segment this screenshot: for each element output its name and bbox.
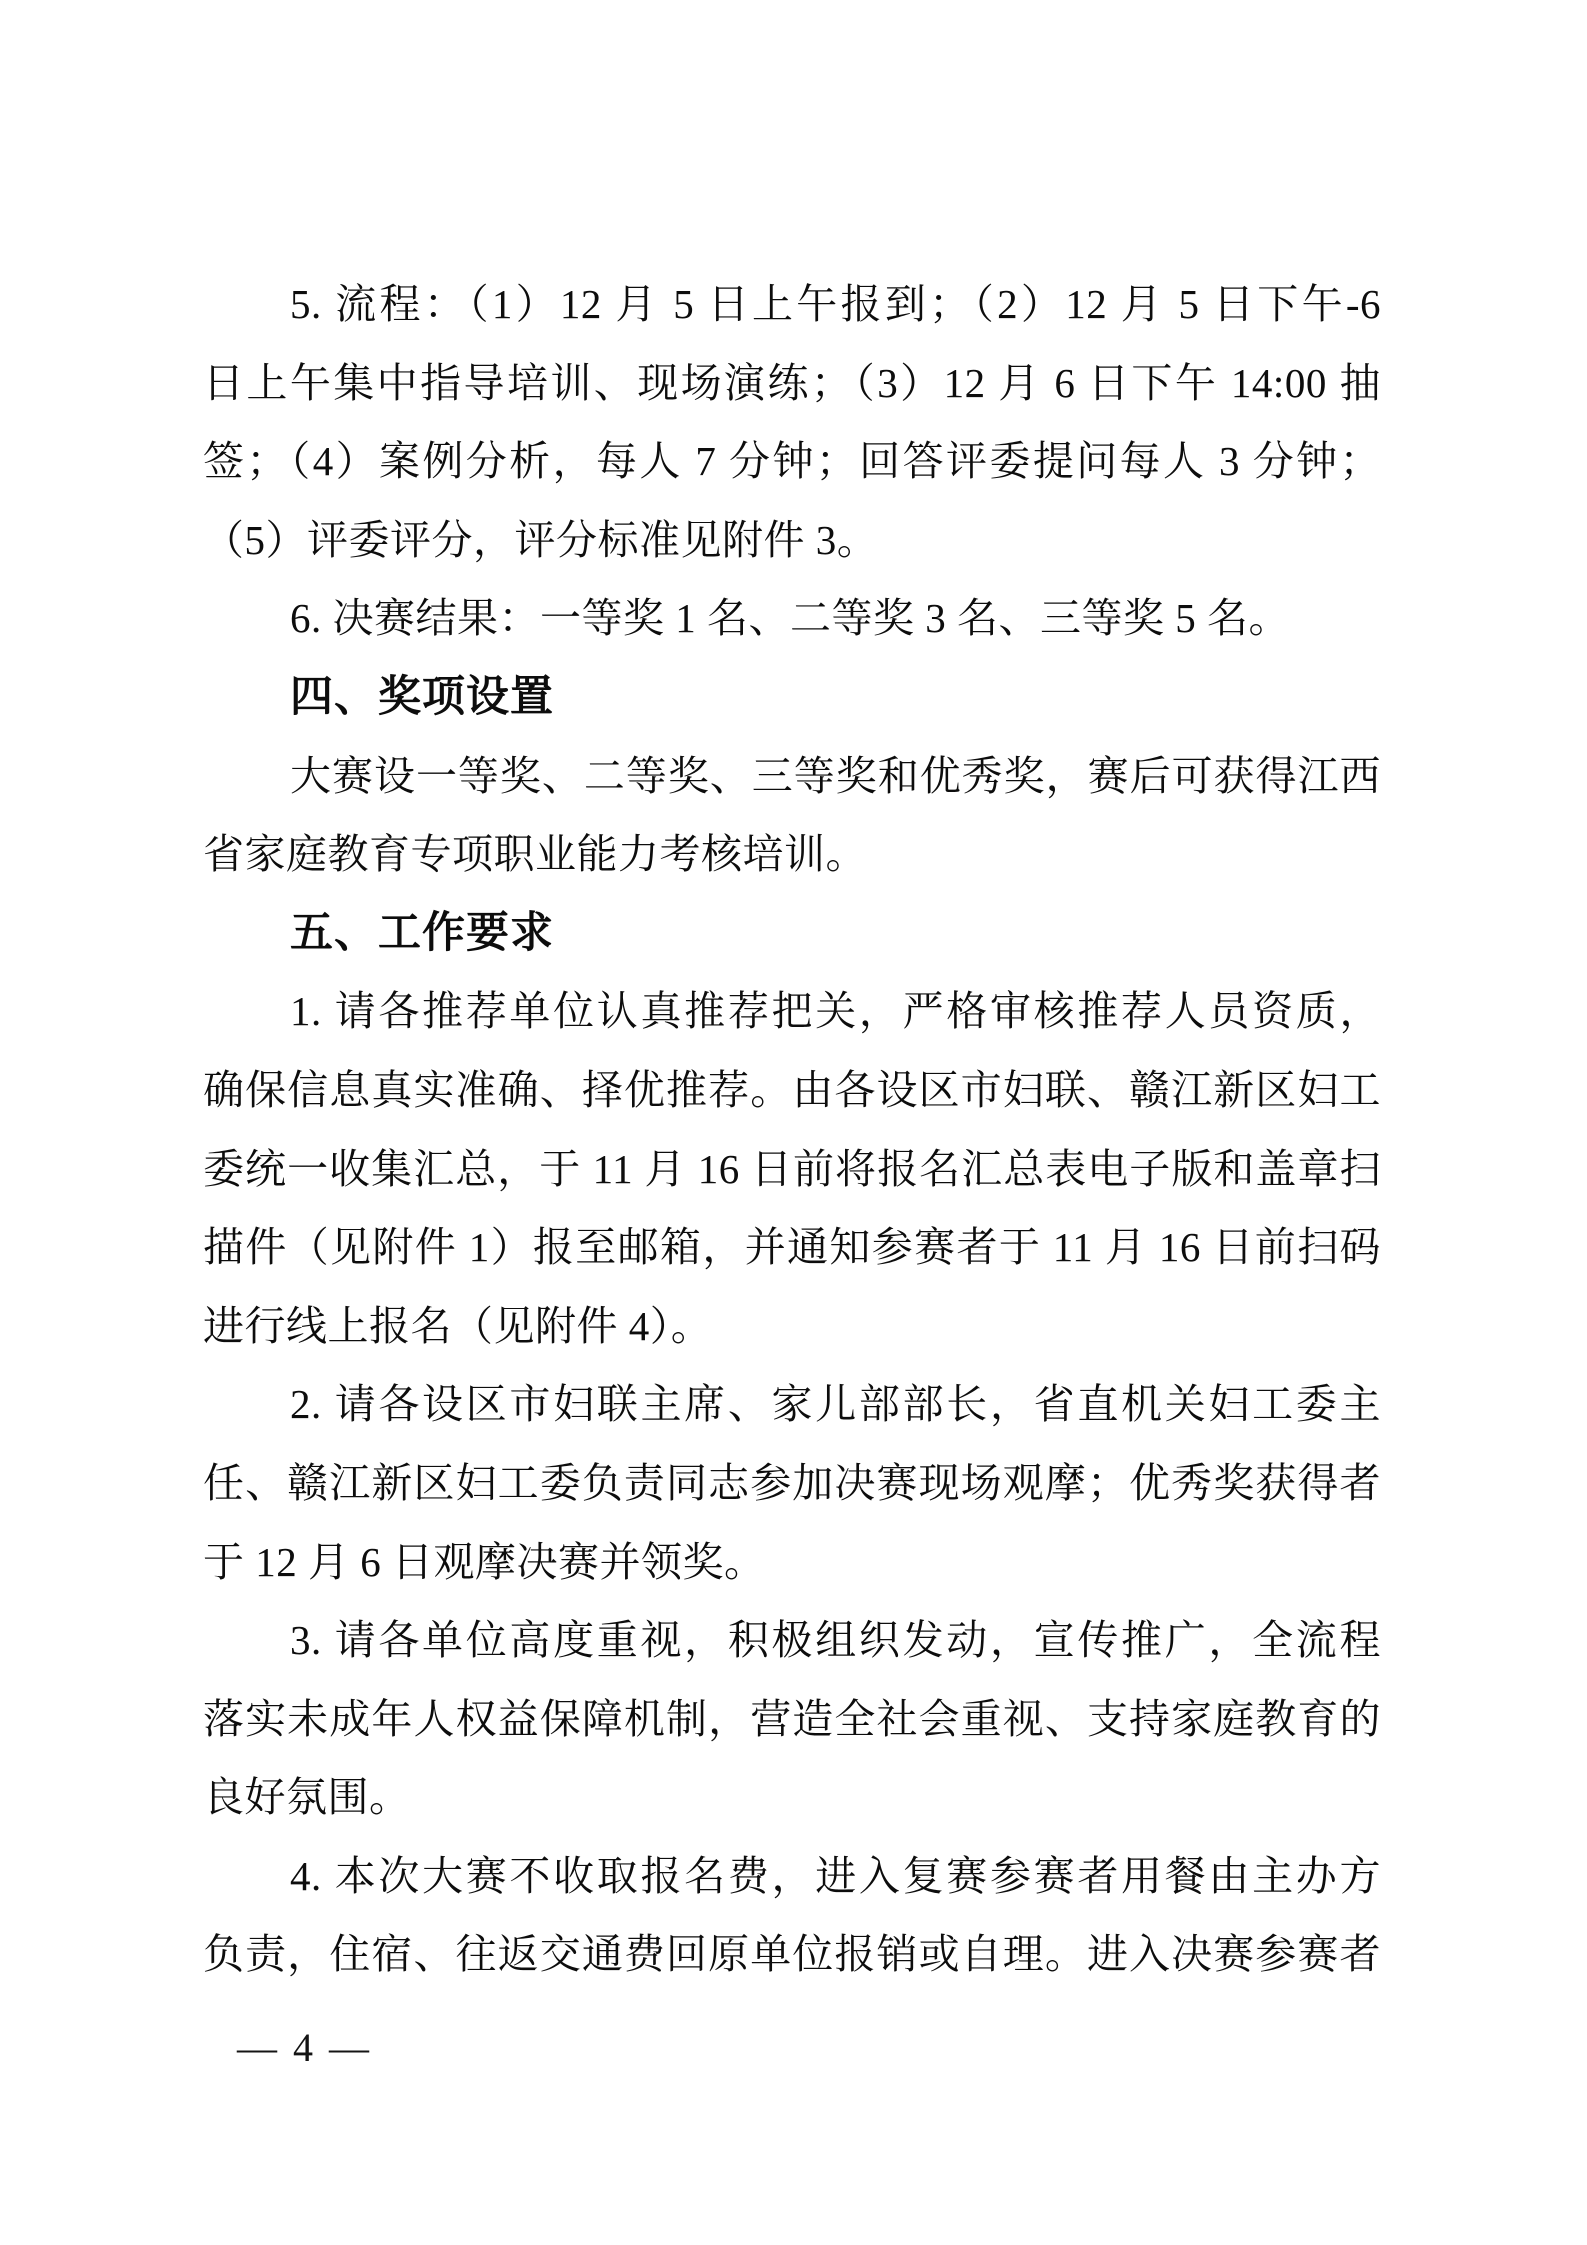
body-line: 负责，住宿、往返交通费回原单位报销或自理。进入决赛参赛者	[203, 1931, 1381, 1978]
body-line: 确保信息真实准确、择优推荐。由各设区市妇联、赣江新区妇工	[203, 1066, 1381, 1113]
body-line: 签；（4）案例分析，每人 7 分钟；回答评委提问每人 3 分钟；	[203, 438, 1381, 485]
body-line: 委统一收集汇总，于 11 月 16 日前将报名汇总表电子版和盖章扫	[203, 1145, 1381, 1192]
body-line: 于 12 月 6 日观摩决赛并领奖。	[203, 1538, 766, 1585]
body-line: 1. 请各推荐单位认真推荐把关，严格审核推荐人员资质，	[290, 988, 1381, 1035]
body-line: （5）评委评分，评分标准见附件 3。	[203, 516, 879, 563]
body-line: 5. 流程：（1）12 月 5 日上午报到；（2）12 月 5 日下午-6	[290, 281, 1381, 327]
page-number: — 4 —	[237, 2025, 372, 2070]
body-line: 任、赣江新区妇工委负责同志参加决赛现场观摩；优秀奖获得者	[203, 1459, 1381, 1506]
body-line: 落实未成年人权益保障机制，营造全社会重视、支持家庭教育的	[203, 1695, 1381, 1742]
body-line: 省家庭教育专项职业能力考核培训。	[203, 831, 867, 878]
body-line: 进行线上报名（见附件 4）。	[203, 1302, 713, 1349]
section-heading-awards: 四、奖项设置	[290, 672, 554, 721]
document-body	[203, 265, 1381, 1994]
body-line: 4. 本次大赛不收取报名费，进入复赛参赛者用餐由主办方	[290, 1852, 1381, 1899]
body-line: 良好氛围。	[203, 1774, 411, 1821]
body-line: 日上午集中指导培训、现场演练；（3）12 月 6 日下午 14:00 抽	[203, 359, 1381, 406]
section-heading-work-requirements: 五、工作要求	[290, 908, 554, 957]
body-line: 2. 请各设区市妇联主席、家儿部部长，省直机关妇工委主	[290, 1381, 1381, 1428]
body-line: 3. 请各单位高度重视，积极组织发动，宣传推广，全流程	[290, 1617, 1381, 1664]
body-line: 大赛设一等奖、二等奖、三等奖和优秀奖，赛后可获得江西	[290, 752, 1381, 799]
body-line: 描件（见附件 1）报至邮箱，并通知参赛者于 11 月 16 日前扫码	[203, 1224, 1381, 1271]
body-line: 6. 决赛结果：一等奖 1 名、二等奖 3 名、三等奖 5 名。	[290, 595, 1290, 642]
